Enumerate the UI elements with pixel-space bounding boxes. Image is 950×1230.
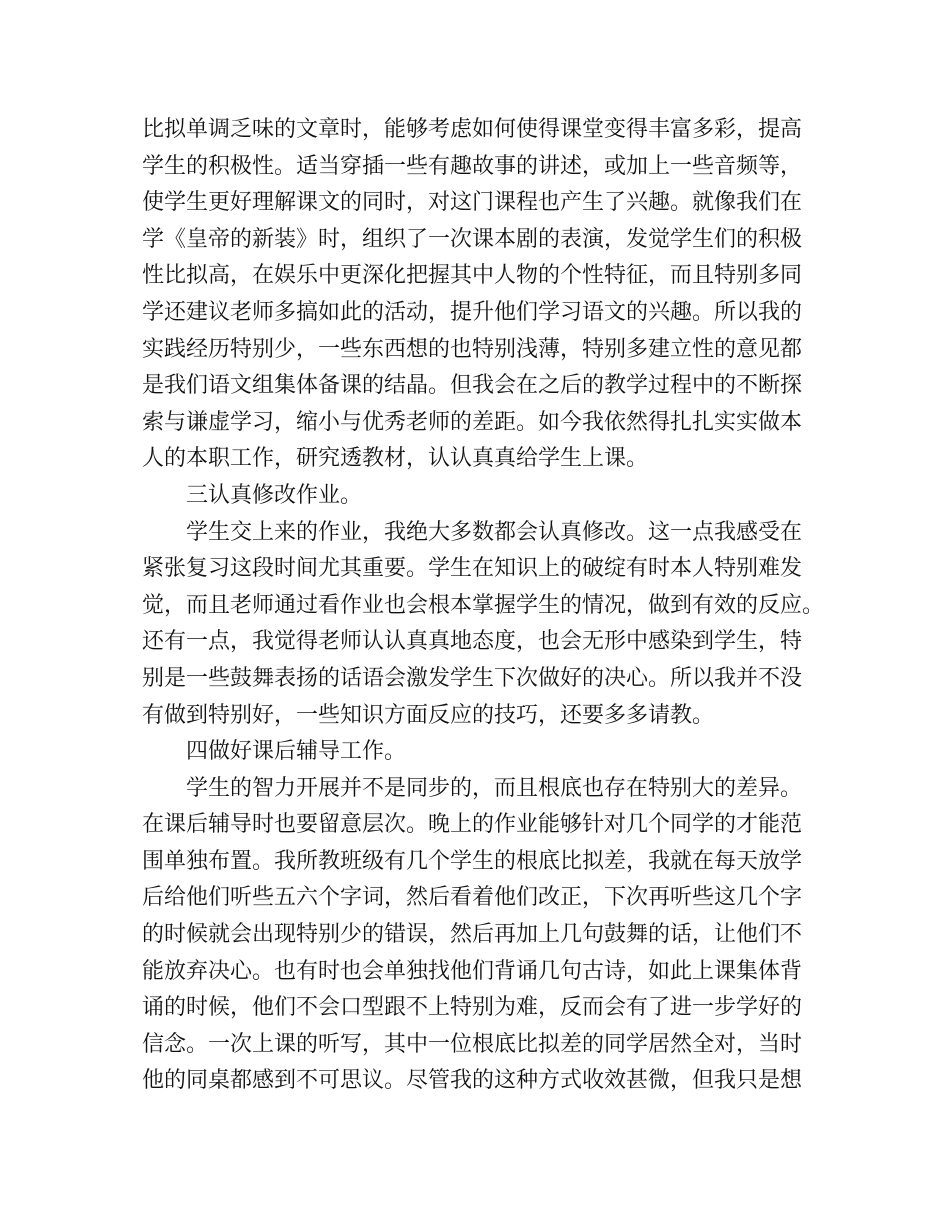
text-line: 还有一点，我觉得老师认认真真地态度，也会无形中感染到学生，特 [142, 629, 803, 655]
text-line: 学生的积极性。适当穿插一些有趣故事的讲述，或加上一些音频等， [142, 153, 803, 179]
text-line: 围单独布置。我所教班级有几个学生的根底比拟差，我就在每天放学 [142, 848, 803, 874]
text-line: 是我们语文组集体备课的结晶。但我会在之后的教学过程中的不断探 [142, 373, 803, 399]
text-line: 的时候就会出现特别少的错误，然后再加上几句鼓舞的话，让他们不 [142, 922, 803, 948]
body-text [142, 112, 825, 1100]
text-line: 学生交上来的作业，我绝大多数都会认真修改。这一点我感受在 [186, 519, 803, 545]
text-line: 在课后辅导时也要留意层次。晚上的作业能够针对几个同学的才能范 [142, 812, 803, 838]
text-line: 别是一些鼓舞表扬的话语会激发学生下次做好的决心。所以我并不没 [142, 665, 803, 691]
text-line: 有做到特别好，一些知识方面反应的技巧，还要多多请教。 [142, 702, 715, 728]
text-line: 三认真修改作业。 [186, 482, 363, 508]
text-line: 比拟单调乏味的文章时，能够考虑如何使得课堂变得丰富多彩，提高 [142, 117, 803, 142]
text-line: 他的同桌都感到不可思议。尽管我的这种方式收效甚微，但我只是想 [142, 1068, 803, 1094]
text-line: 紧张复习这段时间尤其重要。学生在知识上的破绽有时本人特别难发 [142, 556, 803, 582]
text-line: 学还建议老师多搞如此的活动，提升他们学习语文的兴趣。所以我的 [142, 299, 803, 325]
text-line: 索与谦虚学习，缩小与优秀老师的差距。如今我依然得扎扎实实做本 [142, 409, 803, 435]
text-line: 学生的智力开展并不是同步的，而且根底也存在特别大的差异。 [186, 775, 803, 801]
text-line: 性比拟高，在娱乐中更深化把握其中人物的个性特征，而且特别多同 [142, 263, 803, 289]
text-line: 实践经历特别少，一些东西想的也特别浅薄，特别多建立性的意见都 [142, 336, 803, 362]
text-line: 人的本职工作，研究透教材，认认真真给学生上课。 [142, 446, 649, 472]
text-line: 学《皇帝的新装》时，组织了一次课本剧的表演，发觉学生们的积极 [142, 226, 803, 252]
text-line: 觉，而且老师通过看作业也会根本掌握学生的情况，做到有效的反应。 [142, 592, 825, 618]
text-line: 信念。一次上课的听写，其中一位根底比拟差的同学居然全对，当时 [142, 1031, 803, 1057]
text-line: 诵的时候，他们不会口型跟不上特别为难，反而会有了进一步学好的 [142, 995, 803, 1021]
text-line: 后给他们听些五六个字词，然后看着他们改正，下次再听些这几个字 [142, 885, 803, 911]
text-line: 使学生更好理解课文的同时，对这门课程也产生了兴趣。就像我们在 [142, 190, 803, 216]
text-line: 四做好课后辅导工作。 [186, 739, 407, 765]
text-line: 能放弃决心。也有时也会单独找他们背诵几句古诗，如此上课集体背 [142, 958, 803, 984]
